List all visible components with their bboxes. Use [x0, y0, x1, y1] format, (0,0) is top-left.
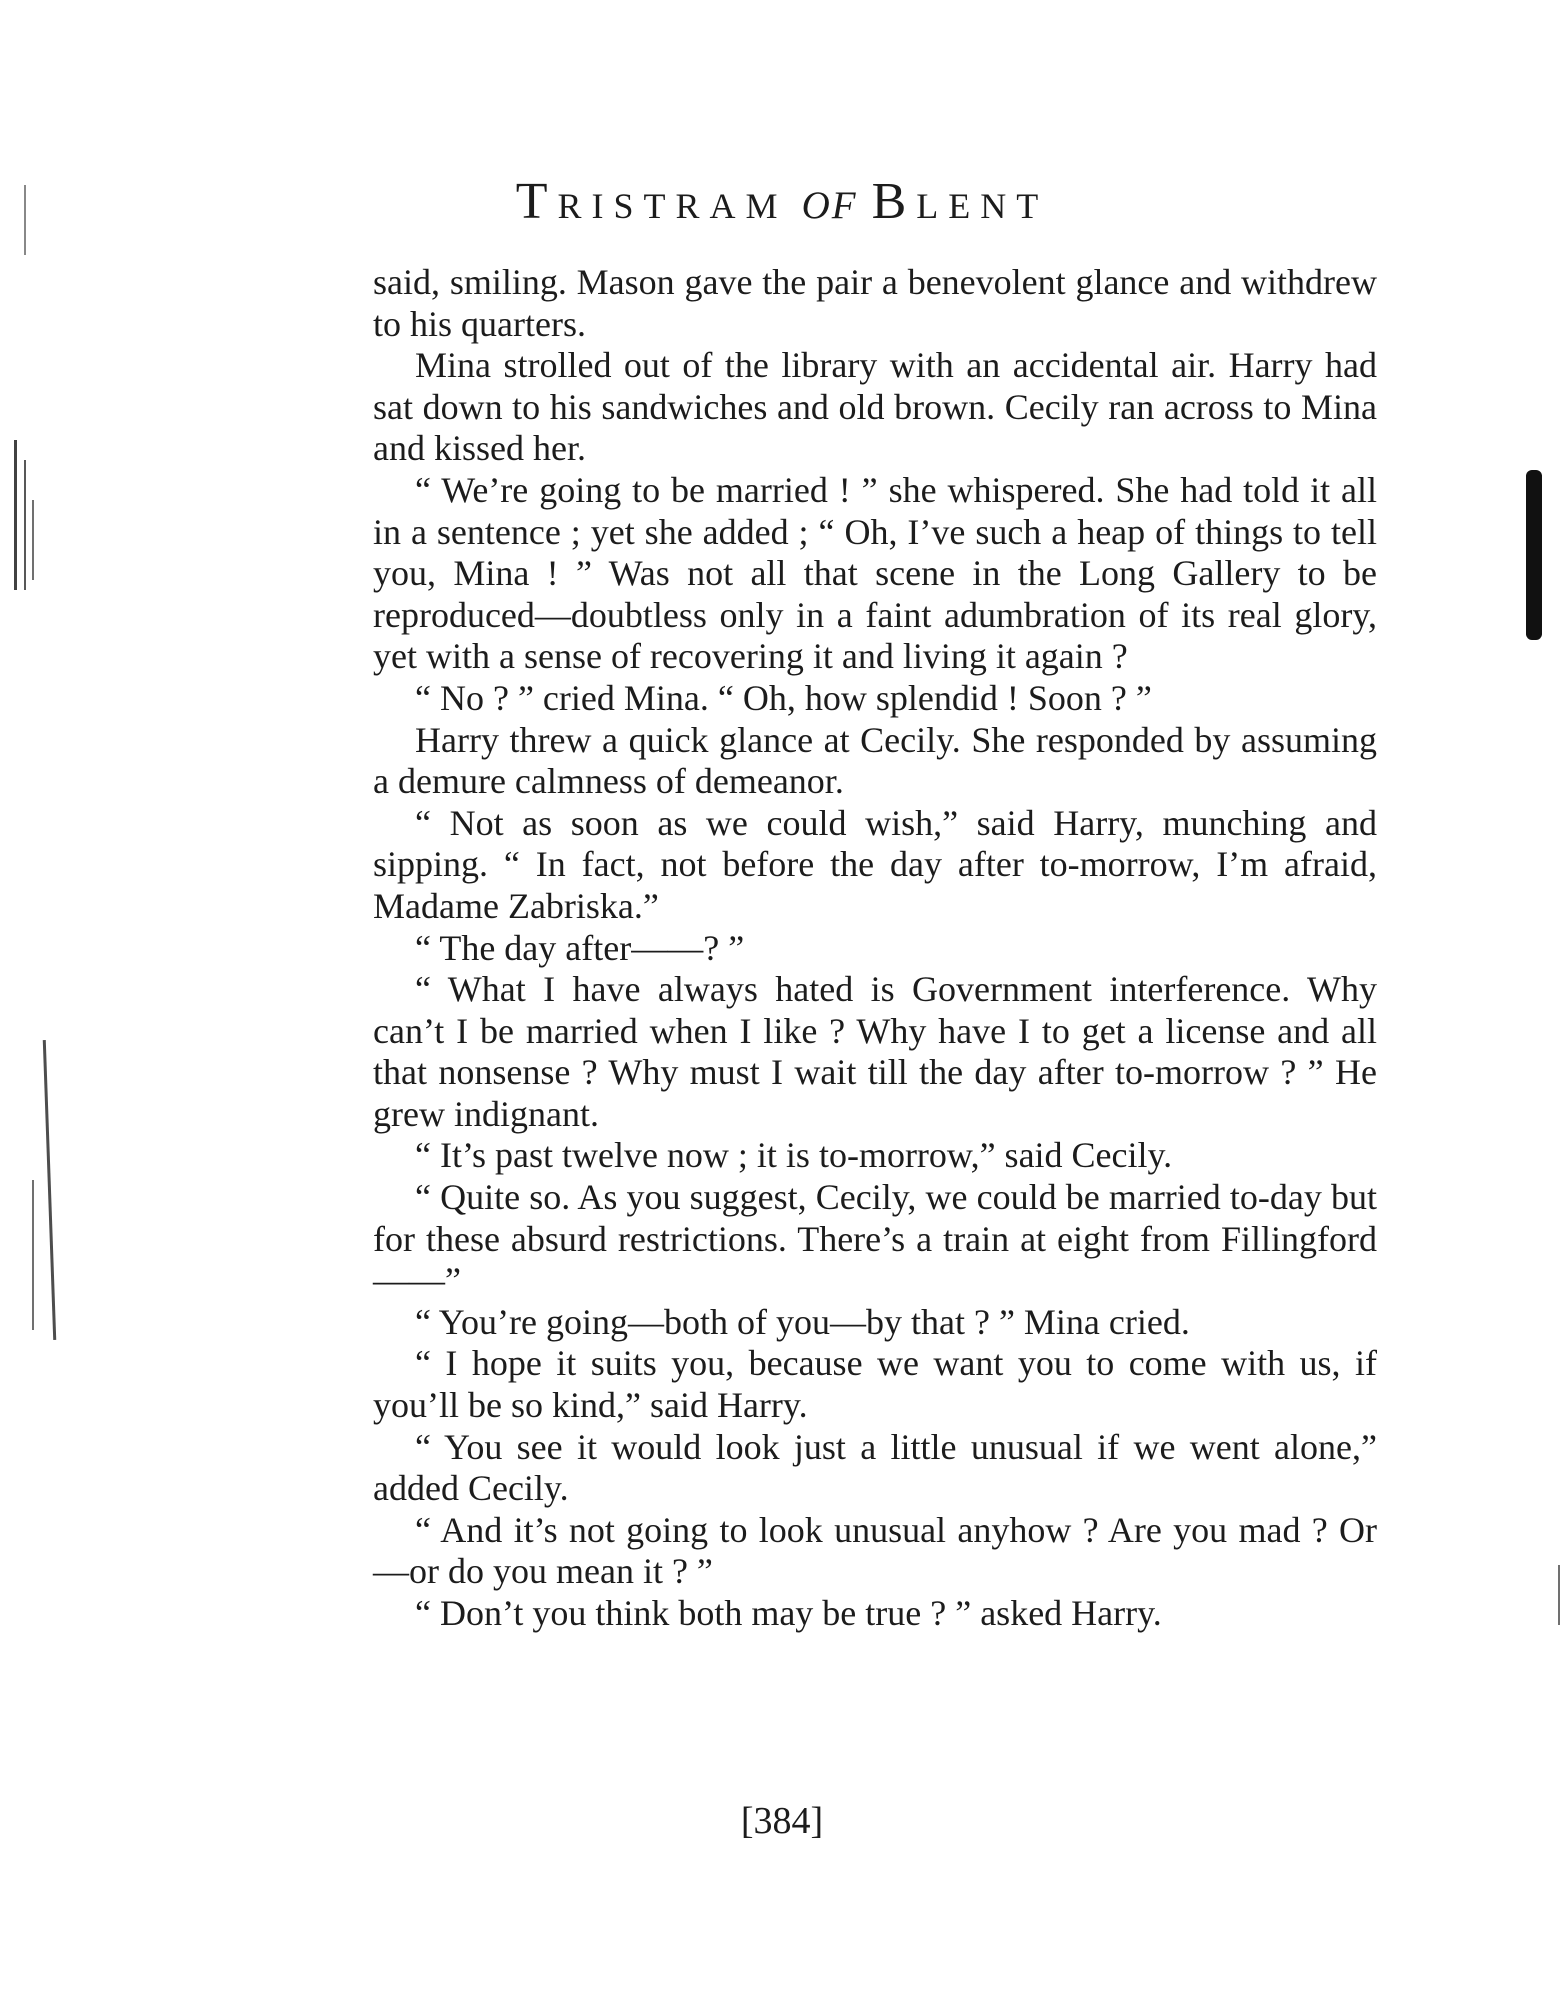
scan-artifact [43, 1040, 56, 1340]
running-head-title-2: Blent [871, 173, 1049, 230]
scan-artifact [14, 440, 17, 590]
paragraph: Mina strolled out of the library with an accidental air. Harry had sat down to his sandwiches and old brown. Cecily ran across to Mina and kissed her. [373, 345, 1377, 469]
paragraph: Harry threw a quick glance at Cecily. She responded by assuming a demure calmness of demeanor. [373, 719, 1377, 802]
paragraph: “ We’re going to be married ! ” she whispered. She had told it all in a sentence ; yet she added ; “ Oh, I’ve such a heap of things to tell you, Mina ! ” Was not all that scene in the Long Gallery to be reproduced—doubtless only in a faint adumbration of its real glory, yet with a sense of recovering it and living it again ? [373, 469, 1377, 677]
paragraph: “ Don’t you think both may be true ? ” asked Harry. [415, 1593, 1162, 1633]
scan-artifact [32, 500, 34, 580]
paragraph: “ The day after——? ” [415, 927, 745, 968]
paragraph: said, smiling. Mason gave the pair a benevolent glance and withdrew to his quarters. [373, 262, 1377, 344]
paragraph: “ It’s past twelve now ; it is to-morrow,” said Cecily. [415, 1135, 1173, 1176]
paragraph: “ No ? ” cried Mina. “ Oh, how splendid ! Soon ? ” [415, 677, 1152, 718]
page-number: [384] [740, 1800, 824, 1842]
body-text [373, 262, 1377, 1635]
paragraph: “ Quite so. As you suggest, Cecily, we could be married to-day but for these absurd restrictions. There’s a train at eight from Fillingford——” [373, 1177, 1377, 1301]
paragraph: “ You see it would look just a little unusual if we went alone,” added Cecily. [373, 1426, 1377, 1509]
running-head [0, 169, 1564, 231]
scan-artifact [24, 460, 26, 590]
running-head-title-1: Tristram [515, 173, 788, 230]
paragraph: “ And it’s not going to look unusual anyhow ? Are you mad ? Or—or do you mean it ? ” [373, 1509, 1377, 1592]
scan-artifact [1526, 470, 1542, 640]
paragraph: “ You’re going—both of you—by that ? ” Mina cried. [415, 1301, 1190, 1342]
scan-artifact [32, 1180, 34, 1330]
running-head-of: of [801, 169, 858, 231]
paragraph: “ Not as soon as we could wish,” said Harry, munching and sipping. “ In fact, not before the day after to-morrow, I’m afraid, Madame Zabriska.” [373, 802, 1377, 926]
paragraph: “ I hope it suits you, because we want you to come with us, if you’ll be so kind,” said Harry. [373, 1343, 1377, 1426]
paragraph: “ What I have always hated is Government interference. Why can’t I be married when I like ? Why have I to get a license and all that nonsense ? Why must I wait till the day after to-morrow ? ” He grew indignant. [373, 969, 1377, 1134]
scan-artifact [24, 185, 26, 255]
scan-artifact [1558, 1565, 1560, 1625]
